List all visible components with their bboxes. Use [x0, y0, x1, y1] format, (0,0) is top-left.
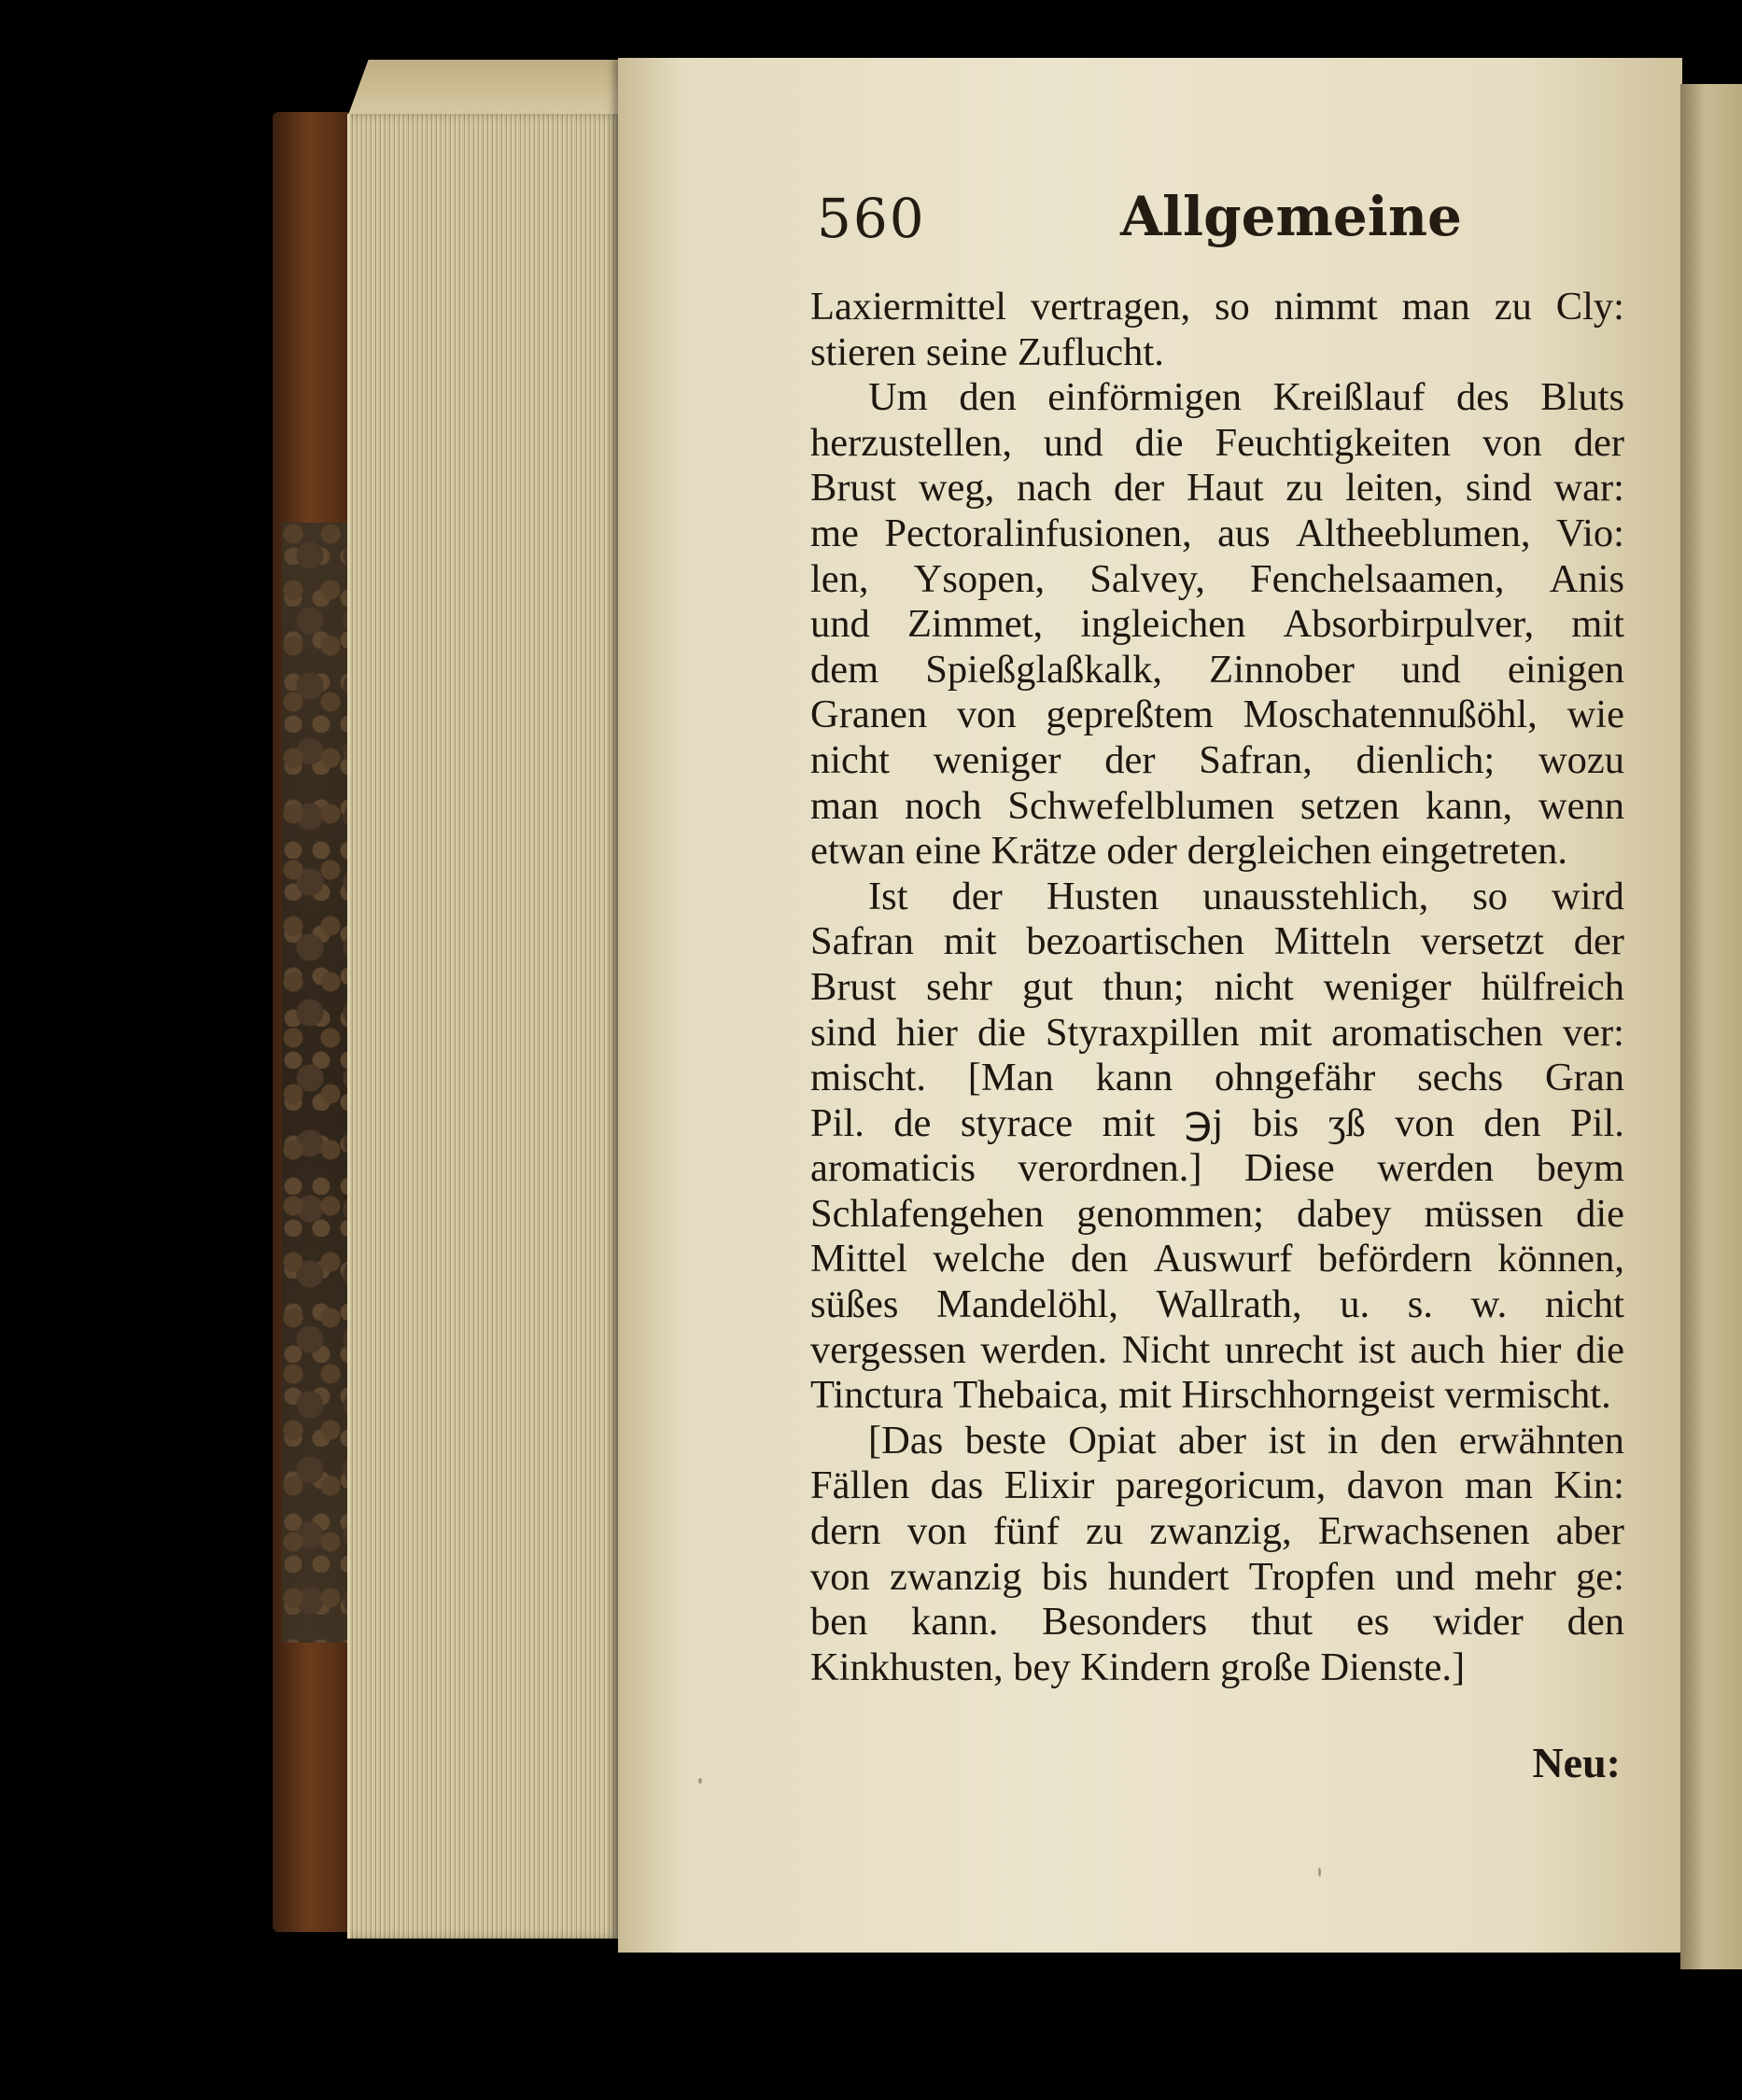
catchword: Neu:: [1532, 1739, 1621, 1786]
word: nicht: [810, 737, 890, 782]
word: len,: [810, 556, 869, 601]
word: versetzt: [1420, 919, 1544, 964]
text-line: [810, 1555, 1624, 1601]
word: me: [810, 511, 859, 555]
word: leiten,: [1345, 466, 1444, 511]
word: erwähnten: [1458, 1418, 1624, 1463]
text-line: [810, 693, 1624, 738]
word: zwanzig,: [1149, 1509, 1292, 1554]
text-line: [810, 1600, 1624, 1645]
word: so: [1472, 874, 1509, 918]
word: oder: [1106, 829, 1187, 874]
word: weniger: [933, 737, 1061, 782]
word: ohngefähr: [1215, 1056, 1376, 1100]
word: werden: [1377, 1146, 1495, 1191]
text-line: [810, 875, 1624, 920]
word: von: [810, 1554, 870, 1599]
word: Safran: [810, 919, 914, 964]
word: mit: [1258, 1010, 1313, 1055]
word: ge:: [1576, 1554, 1624, 1599]
page-block-top: [347, 60, 649, 118]
word: genommen;: [1076, 1191, 1264, 1236]
word: den: [1483, 1100, 1541, 1145]
paper-fleck: [698, 1778, 702, 1784]
word: ver:: [1562, 1010, 1624, 1055]
word: den: [1380, 1418, 1438, 1463]
text-line: [810, 466, 1624, 511]
word: Safran,: [1199, 737, 1313, 782]
word: [Das: [868, 1418, 944, 1463]
word: Mittel: [810, 1237, 907, 1281]
word: von: [1482, 420, 1542, 465]
word: der: [951, 874, 1003, 918]
word: befördern: [1317, 1237, 1472, 1281]
word: Um: [868, 375, 928, 420]
word: war:: [1553, 466, 1624, 511]
word: thun;: [1103, 964, 1185, 1009]
word: mit: [1102, 1100, 1156, 1145]
word: mit: [943, 919, 997, 964]
word: dern: [810, 1509, 881, 1554]
word: w.: [1470, 1282, 1508, 1327]
word: von: [956, 693, 1017, 737]
word: einförmigen: [1047, 375, 1242, 420]
text-line: [810, 1011, 1624, 1057]
facing-page-edge: [1680, 84, 1742, 1969]
word: aromaticis: [810, 1146, 976, 1191]
word: zu: [1285, 466, 1324, 511]
word: unrecht: [1224, 1327, 1344, 1372]
word: eingetreten.: [1381, 829, 1568, 874]
word: wie: [1566, 693, 1624, 737]
word: Vio:: [1555, 511, 1624, 555]
word: hier: [895, 1010, 958, 1055]
word: aromatischen: [1331, 1010, 1543, 1055]
word: Dienste.]: [1320, 1645, 1466, 1689]
word: sechs: [1417, 1056, 1504, 1100]
running-head: Allgemeine: [1120, 185, 1462, 248]
word: die: [1576, 1191, 1624, 1236]
word: thut: [1250, 1600, 1314, 1645]
word: Moschatennußöhl,: [1243, 693, 1538, 737]
word: den: [1070, 1237, 1129, 1281]
word: [Man: [967, 1056, 1054, 1100]
word: eine: [915, 829, 991, 874]
word: vergessen: [810, 1327, 966, 1372]
word: so: [1215, 285, 1250, 329]
word: zwanzig: [890, 1554, 1022, 1599]
word: Fällen: [810, 1463, 910, 1508]
word: Besonders: [1042, 1600, 1208, 1645]
word: Anis: [1549, 556, 1624, 601]
word: noch: [904, 783, 982, 828]
word: Altheeblumen,: [1296, 511, 1531, 555]
word: Zuflucht.: [1017, 329, 1164, 374]
text-line: [810, 1146, 1624, 1192]
text-line: [810, 965, 1624, 1011]
text-line: [810, 1645, 1624, 1691]
word: weg,: [918, 466, 995, 511]
word: Zinnober: [1209, 647, 1355, 692]
word: Spießglaßkalk,: [925, 647, 1163, 692]
word: styrace: [960, 1100, 1074, 1145]
word: Styraxpillen: [1045, 1010, 1240, 1055]
word: Erwachsenen: [1317, 1509, 1530, 1554]
page-header: [817, 187, 1629, 261]
word: Feuchtigkeiten: [1215, 420, 1452, 465]
word: Tropfen: [1248, 1554, 1376, 1599]
word: aber: [1177, 1418, 1247, 1463]
word: der: [1573, 919, 1624, 964]
paper-fleck: [1318, 1868, 1321, 1877]
word: von: [906, 1509, 967, 1554]
word: mehr: [1474, 1554, 1556, 1599]
word: können,: [1497, 1237, 1624, 1281]
word: Pectoralinfusionen,: [884, 511, 1192, 555]
text-line: [810, 557, 1624, 603]
word: die: [1134, 420, 1184, 465]
word: Brust: [810, 466, 897, 511]
word: herzustellen,: [810, 420, 1012, 465]
word: kann,: [1425, 783, 1513, 828]
word: wenn: [1538, 783, 1624, 828]
word: Ist: [868, 874, 908, 918]
word: Fenchelsaamen,: [1249, 556, 1505, 601]
word: gut: [1021, 964, 1074, 1009]
word: nach: [1016, 466, 1092, 511]
text-line: [810, 919, 1624, 965]
word: die: [1576, 1327, 1624, 1372]
word: stieren: [810, 329, 926, 374]
word: s.: [1407, 1282, 1433, 1327]
word: Pil.: [810, 1100, 864, 1145]
word: Opiat: [1068, 1418, 1157, 1463]
word: nicht: [1544, 1282, 1624, 1327]
text-line: [810, 648, 1624, 693]
text-line: [810, 1463, 1624, 1509]
word: Wallrath,: [1156, 1282, 1302, 1327]
word: nimmt: [1273, 285, 1378, 329]
word: wozu: [1538, 737, 1624, 782]
word: große: [1220, 1645, 1321, 1689]
word: ist: [1357, 1327, 1396, 1372]
word: und: [1043, 420, 1103, 465]
word: beste: [964, 1418, 1047, 1463]
word: dienlich;: [1356, 737, 1496, 782]
word: mit: [1571, 602, 1624, 647]
word: man: [1464, 1463, 1533, 1508]
word: setzen: [1299, 783, 1400, 828]
word: Tinctura: [810, 1373, 954, 1418]
word: unausstehlich,: [1202, 874, 1429, 918]
text-line: [810, 1373, 1624, 1419]
word: dergleichen: [1187, 829, 1382, 874]
text-line: [810, 330, 1624, 376]
word: Brust: [810, 964, 897, 1009]
word: hundert: [1107, 1554, 1229, 1599]
cover-marbling: [282, 523, 357, 1643]
word: sind: [810, 1010, 877, 1055]
word: bis: [1041, 1554, 1089, 1599]
text-line: [810, 285, 1624, 330]
body-text: [810, 285, 1624, 1690]
text-line: [810, 421, 1624, 467]
text-line: [810, 1101, 1624, 1147]
word: Granen: [810, 693, 928, 737]
word: Bluts: [1540, 375, 1624, 420]
word: mischt.: [810, 1056, 926, 1100]
word: ℈j: [1184, 1100, 1224, 1145]
word: Mitteln: [1273, 919, 1391, 964]
word: Cly:: [1555, 285, 1624, 329]
word: vermischt.: [1444, 1373, 1611, 1418]
word: nicht: [1214, 964, 1294, 1009]
word: den: [959, 375, 1017, 420]
word: bey: [1013, 1645, 1081, 1689]
word: Diese: [1243, 1146, 1335, 1191]
word: hier: [1499, 1327, 1562, 1372]
word: Schwefelblumen: [1007, 783, 1275, 828]
word: mit: [1118, 1373, 1182, 1418]
word: kann: [1095, 1056, 1173, 1100]
text-line: [810, 1237, 1624, 1282]
word: zu: [1494, 285, 1532, 329]
word: aber: [1555, 1509, 1624, 1554]
word: den: [1566, 1600, 1624, 1645]
word: der: [1573, 420, 1624, 465]
word: Gran: [1544, 1056, 1624, 1100]
word: aus: [1217, 511, 1271, 555]
text-line: [810, 1419, 1624, 1464]
page-number: 560: [817, 187, 926, 250]
word: sind: [1465, 466, 1532, 511]
word: Absorbirpulver,: [1283, 602, 1535, 647]
word: und: [810, 602, 870, 647]
word: müssen: [1424, 1191, 1543, 1236]
word: dabey: [1296, 1191, 1392, 1236]
word: etwan: [810, 829, 916, 874]
word: Kin:: [1553, 1463, 1624, 1508]
word: der: [1104, 737, 1156, 782]
word: Haut: [1186, 466, 1264, 511]
word: davon: [1346, 1463, 1444, 1508]
word: fünf: [992, 1509, 1060, 1554]
word: bis: [1252, 1100, 1299, 1145]
word: paregoricum,: [1115, 1463, 1327, 1508]
word: Salvey,: [1089, 556, 1205, 601]
word: welche: [933, 1237, 1046, 1281]
word: Laxiermittel: [810, 285, 1007, 329]
word: ʒß: [1328, 1100, 1366, 1145]
word: süßes: [810, 1282, 899, 1327]
text-line: [810, 1282, 1624, 1328]
word: der: [1113, 466, 1165, 511]
word: Pil.: [1570, 1100, 1624, 1145]
word: man: [1401, 285, 1470, 329]
word: verordnen.]: [1018, 1146, 1202, 1191]
word: Kindern: [1080, 1645, 1221, 1689]
word: Thebaica,: [953, 1373, 1119, 1418]
word: wird: [1552, 874, 1624, 918]
word: das: [930, 1463, 984, 1508]
word: vertragen,: [1030, 285, 1191, 329]
word: dem: [810, 647, 879, 692]
text-line: [810, 511, 1624, 557]
word: weniger: [1323, 964, 1452, 1009]
word: beym: [1536, 1146, 1624, 1191]
text-line: [810, 829, 1624, 875]
word: kann.: [911, 1600, 999, 1645]
word: gepreßtem: [1046, 693, 1214, 737]
text-line: [810, 738, 1624, 784]
word: ist: [1268, 1418, 1306, 1463]
word: Husten: [1046, 874, 1159, 918]
word: Krätze: [990, 829, 1107, 874]
word: hülfreich: [1481, 964, 1624, 1009]
text-line: [810, 1328, 1624, 1374]
word: zu: [1085, 1509, 1124, 1554]
word: wider: [1433, 1600, 1524, 1645]
page-edges: [347, 114, 621, 1939]
word: ben: [810, 1600, 868, 1645]
word: Elixir: [1004, 1463, 1095, 1508]
text-line: [810, 1509, 1624, 1555]
word: bezoartischen: [1026, 919, 1244, 964]
word: werden.: [980, 1327, 1108, 1372]
word: Mandelöhl,: [936, 1282, 1118, 1327]
word: die: [976, 1010, 1026, 1055]
word: des: [1456, 375, 1510, 420]
word: sehr: [926, 964, 992, 1009]
word: Ysopen,: [913, 556, 1046, 601]
text-line: [810, 375, 1624, 421]
word: Kinkhusten,: [810, 1645, 1014, 1689]
text-line: [810, 1192, 1624, 1238]
word: ingleichen: [1080, 602, 1246, 647]
word: Schlafengehen: [810, 1191, 1045, 1236]
text-line: [810, 602, 1624, 648]
word: es: [1356, 1600, 1390, 1645]
word: seine: [925, 329, 1018, 374]
word: u.: [1340, 1282, 1370, 1327]
word: und: [1401, 647, 1461, 692]
word: man: [810, 783, 879, 828]
word: Hirschhorngeist: [1181, 1373, 1445, 1418]
text-line: [810, 1056, 1624, 1101]
word: de: [893, 1100, 932, 1145]
word: Zimmet,: [906, 602, 1044, 647]
word: Kreißlauf: [1272, 375, 1426, 420]
word: Auswurf: [1153, 1237, 1293, 1281]
word: einigen: [1507, 647, 1624, 692]
text-line: [810, 784, 1624, 830]
word: Nicht: [1121, 1327, 1211, 1372]
word: auch: [1410, 1327, 1485, 1372]
word: und: [1395, 1554, 1455, 1599]
word: in: [1327, 1418, 1358, 1463]
word: von: [1395, 1100, 1454, 1145]
